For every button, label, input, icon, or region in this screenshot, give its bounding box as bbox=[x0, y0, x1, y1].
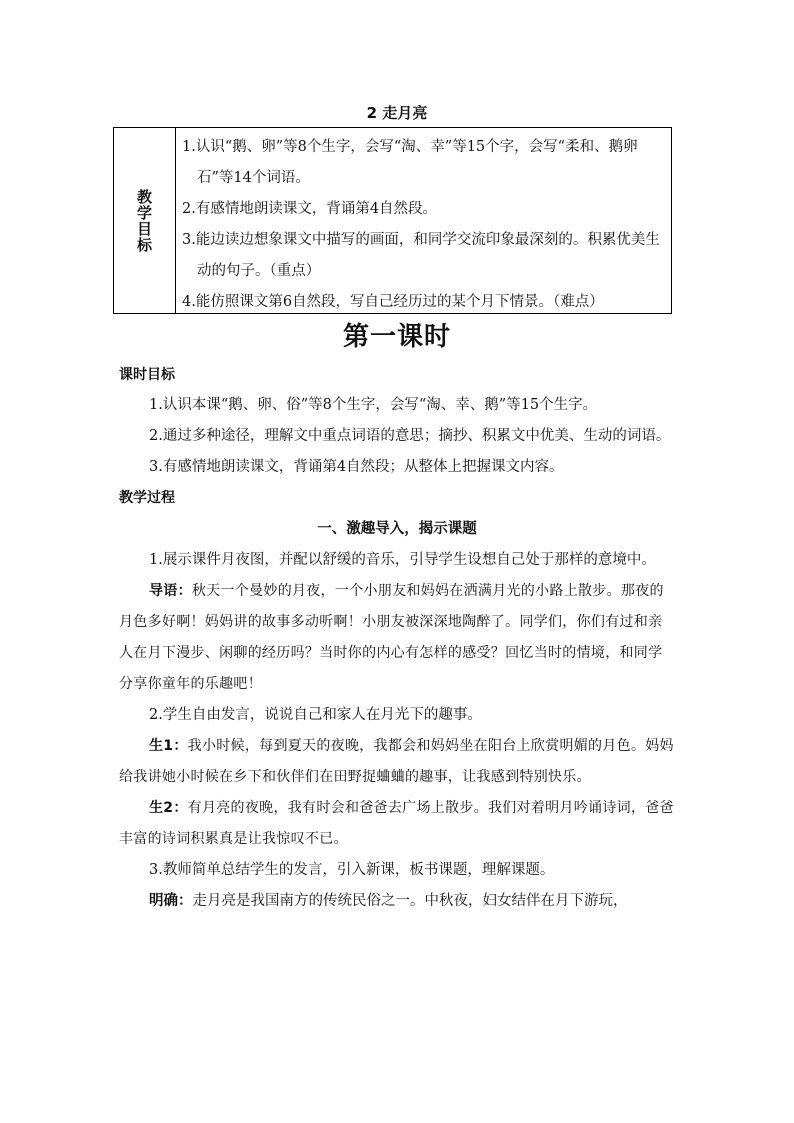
objective-item: 1.认识本课“鹅、卵、俗”等8个生字，会写“淘、幸、鹅”等15个生字。 bbox=[149, 397, 598, 413]
objective-item: 3.有感情地朗读课文，背诵第4自然段；从整体上把握课文内容。 bbox=[149, 459, 564, 475]
goal-item: 2.有感情地朗读课文，背诵第4自然段。 bbox=[182, 201, 438, 217]
section-heading: 一、激趣导入，揭示课题 bbox=[317, 521, 477, 537]
goals-content-cell bbox=[176, 128, 671, 313]
clarify-paragraph bbox=[119, 886, 675, 917]
student-label: 生1： bbox=[149, 738, 188, 754]
process-paragraph: 1.展示课件月夜图，并配以舒缓的音乐，引导学生设想自己处于那样的意境中。 bbox=[149, 552, 656, 568]
teaching-goals-table bbox=[113, 127, 672, 314]
process-paragraph: 2.学生自由发言，说说自己和家人在月光下的趣事。 bbox=[149, 707, 482, 723]
guide-label: 导语： bbox=[149, 583, 192, 599]
goals-label-cell bbox=[114, 128, 176, 313]
goals-label: 教学目标 bbox=[135, 188, 153, 253]
goal-item: 4.能仿照课文第6自然段，写自己经历过的某个月下情景。（难点） bbox=[182, 294, 604, 310]
student-label: 生2： bbox=[149, 800, 188, 816]
page-title: 2 走月亮 bbox=[366, 104, 428, 122]
lesson-body bbox=[119, 360, 675, 917]
goal-item: 3.能边读边想象课文中描写的画面，和同学交流印象最深刻的。积累优美生动的句子。（重点） bbox=[182, 232, 660, 279]
objective-item: 2.通过多种途径，理解文中重点词语的意思；摘抄、积累文中优美、生动的词语。 bbox=[149, 428, 671, 444]
process-paragraph: 3.教师简单总结学生的发言，引入新课，板书课题，理解课题。 bbox=[149, 862, 555, 878]
guide-paragraph bbox=[119, 576, 675, 700]
goal-item: 1.认识“鹅、卵”等8个生字，会写“淘、幸”等15个字，会写“柔和、鹅卵石”等14个词语。 bbox=[182, 139, 638, 186]
student-text: 我小时候，每到夏天的夜晚，我都会和妈妈坐在阳台上欣赏明媚的月色。妈妈给我讲她小时候在乡下和伙伴们在田野捉蛐蛐的趣事，让我感到特别快乐。 bbox=[119, 738, 674, 785]
guide-text: 秋天一个曼妙的月夜，一个小朋友和妈妈在洒满月光的小路上散步。那夜的月色多好啊！妈妈讲的故事多动听啊！小朋友被深深地陶醉了。同学们，你们有过和亲人在月下漫步、闲聊的经历吗？当时你的内心有怎样的感受？回忆当时的情境，和同学分享你童年的乐趣吧！ bbox=[119, 583, 664, 692]
process-title: 教学过程 bbox=[119, 490, 175, 506]
lesson-heading: 第一课时 bbox=[342, 322, 451, 352]
objectives-title: 课时目标 bbox=[119, 367, 175, 383]
clarify-text: 走月亮是我国南方的传统民俗之一。中秋夜，妇女结伴在月下游玩， bbox=[192, 893, 628, 909]
student-text: 有月亮的夜晚，我有时会和爸爸去广场上散步。我们对着明月吟诵诗词，爸爸丰富的诗词积累真是让我惊叹不已。 bbox=[119, 800, 674, 847]
student-answer bbox=[119, 793, 675, 855]
student-answer bbox=[119, 731, 675, 793]
clarify-label: 明确： bbox=[149, 893, 193, 909]
